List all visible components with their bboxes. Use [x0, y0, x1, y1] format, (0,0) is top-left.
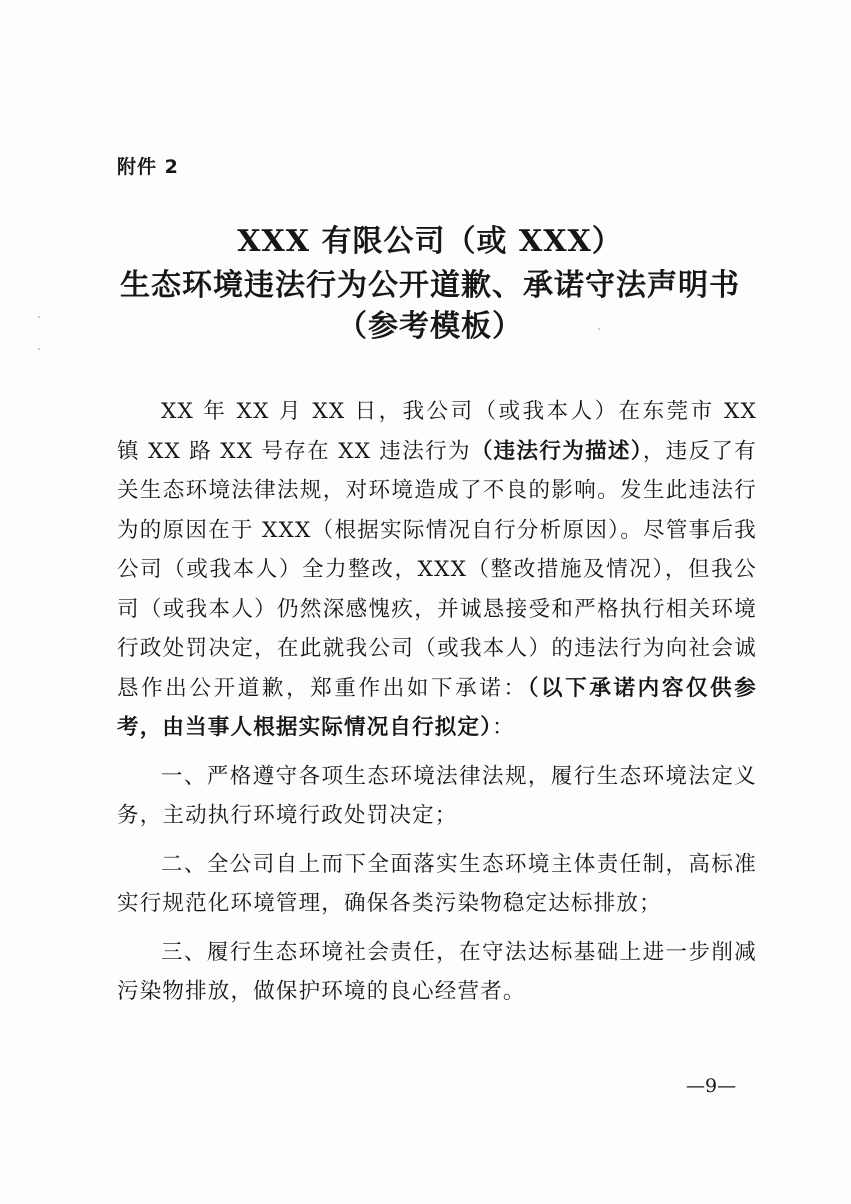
paragraph-main — [117, 392, 757, 748]
attachment-label: 附件 2 — [117, 156, 179, 178]
violation-description-placeholder: （违法行为描述） — [470, 438, 643, 464]
title-line-3: （参考模板） — [337, 309, 523, 344]
commitment-item-2: 二、全公司自上而下全面落实生态环境主体责任制，高标准实行规范化环境管理，确保各类污染物稳定达标排放； — [117, 851, 757, 916]
paragraph-main-text-3: ： — [492, 715, 515, 740]
commitment-item-3: 三、履行生态环境社会责任，在守法达标基础上进一步削减污染物排放，做保护环境的良心经营者。 — [117, 939, 757, 1004]
paragraph-main-text-2: ，违反了有关生态环境法律法规，对环境造成了不良的影响。发生此违法行为的原因在于 XXX（根据实际情况自行分析原因）。尽管事后我公司（或我本人）全力整改，XXX（整改措施及情况），但我公司（或我本人）仍然深感愧疚，并诚恳接受和严格执行相关环境行政处罚决定，在此就我公司（或我本人）的违法行为向社会诚恳作出公开道歉，郑重作出如下承诺： — [117, 438, 757, 701]
reference-note: （以下承诺内容仅供参考，由当事人根据实际情况自行拟定） — [117, 675, 757, 740]
title-line-2: 生态环境违法行为公开道歉、承诺守法声明书 — [120, 268, 740, 303]
paragraph-main-text-1: XX 年 XX 月 XX 日，我公司（或我本人）在东莞市 XX 镇 XX 路 XX 号存在 XX 违法行为 — [117, 399, 757, 464]
title-line-1: XXX 有限公司（或 XXX） — [237, 224, 623, 259]
scan-speck — [38, 316, 40, 318]
statement-body — [117, 392, 757, 1021]
commitment-item-1: 一、严格遵守各项生态环境法律法规，履行生态环境法定义务，主动执行环境行政处罚决定； — [117, 763, 757, 828]
scan-speck — [38, 348, 40, 350]
page-number: —9— — [686, 1075, 737, 1097]
